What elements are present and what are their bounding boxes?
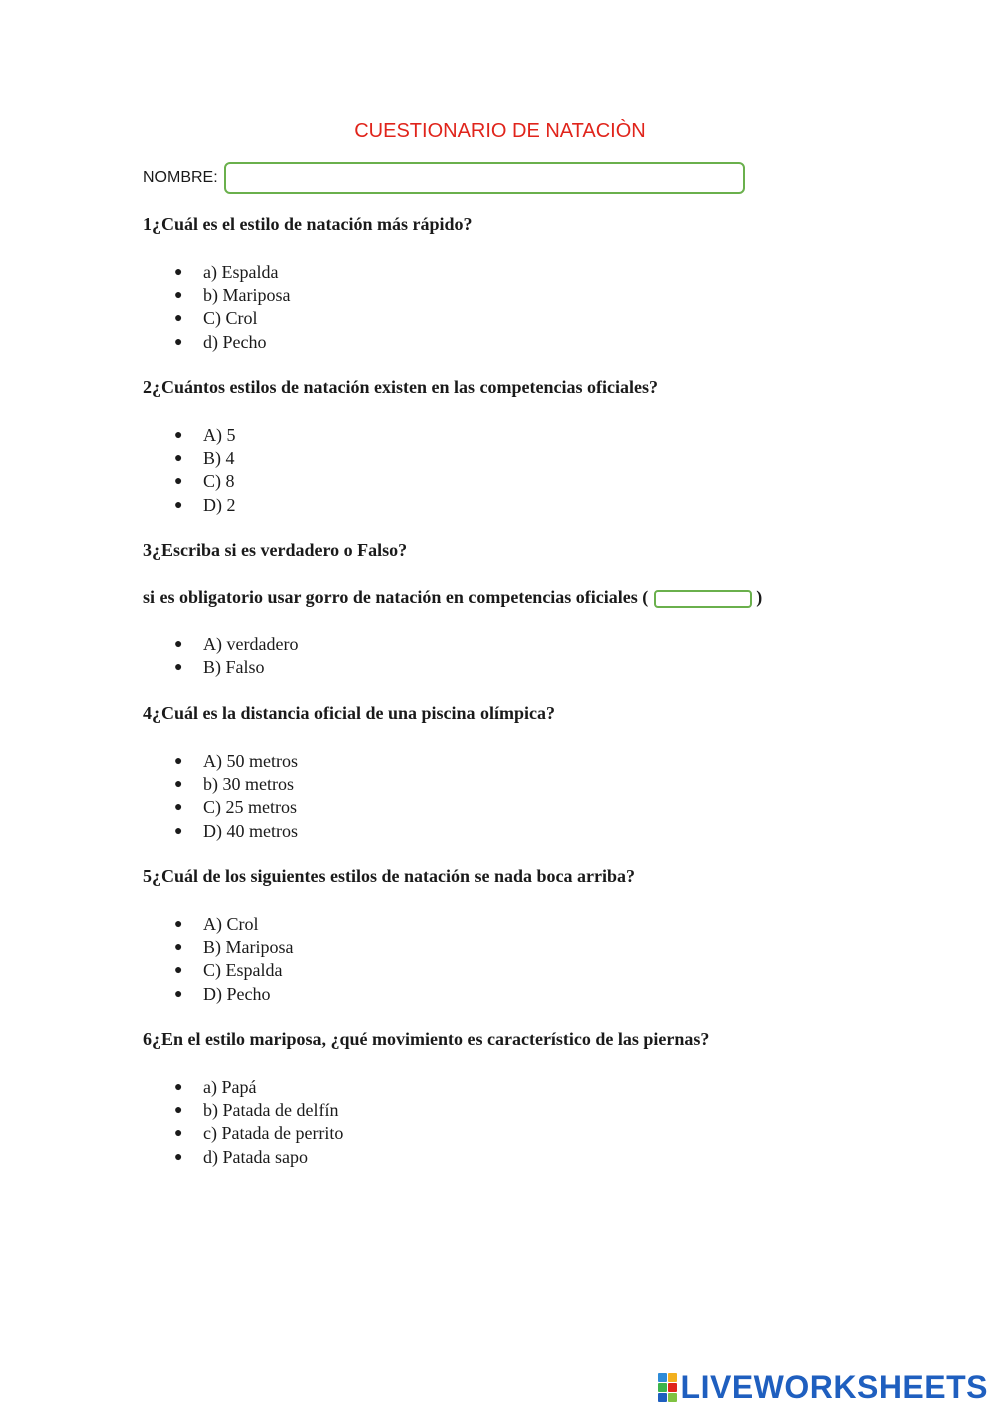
list-item xyxy=(143,656,298,679)
option-text: d) Patada sapo xyxy=(203,1146,308,1167)
bullet-icon: ● xyxy=(174,777,183,793)
option-text: A) Crol xyxy=(203,914,259,934)
bullet-icon: ● xyxy=(174,660,183,676)
question-2: 2¿Cuántos estilos de natación existen en las competencias oficiales? xyxy=(143,377,658,397)
option-text: A) verdadero xyxy=(203,634,299,654)
bullet-icon: ● xyxy=(174,1080,183,1095)
name-label: NOMBRE: xyxy=(143,169,218,186)
brand-name: LIVEWORKSHEETS xyxy=(680,1369,988,1405)
bullet-icon: ● xyxy=(174,754,183,769)
bullet-icon: ● xyxy=(174,497,183,513)
bullet-icon: ● xyxy=(174,265,183,280)
option-text: C) Crol xyxy=(203,308,258,329)
bullet-icon: ● xyxy=(174,334,183,350)
list-item xyxy=(143,284,290,307)
statement-text: si es obligatorio usar gorro de natación en competencias oficiales ( xyxy=(143,587,649,607)
option-text: B) Falso xyxy=(203,657,265,678)
question-1: 1¿Cuál es el estilo de natación más rápido? xyxy=(143,214,473,234)
question-4: 4¿Cuál es la distancia oficial de una piscina olímpica? xyxy=(143,703,556,723)
liveworksheets-brand[interactable] xyxy=(658,1369,988,1406)
bullet-icon: ● xyxy=(174,474,183,490)
option-text: D) Pecho xyxy=(203,983,271,1004)
bullet-icon: ● xyxy=(174,637,183,652)
name-input[interactable] xyxy=(224,162,745,194)
option-text: b) Mariposa xyxy=(203,285,291,306)
bullet-icon: ● xyxy=(174,451,183,467)
question-5: 5¿Cuál de los siguientes estilos de natación se nada boca arriba? xyxy=(143,866,636,886)
bullet-icon: ● xyxy=(174,1126,183,1142)
options-list-5 xyxy=(143,913,293,1006)
list-item xyxy=(143,494,236,517)
bullet-icon: ● xyxy=(174,311,183,327)
option-text: D) 2 xyxy=(203,494,236,515)
name-row xyxy=(143,162,745,194)
option-text: C) 8 xyxy=(203,471,235,492)
list-item xyxy=(143,447,236,470)
option-text: C) Espalda xyxy=(203,960,283,981)
bullet-icon: ● xyxy=(174,1103,183,1119)
list-item xyxy=(143,1099,343,1122)
bullet-icon: ● xyxy=(174,800,183,816)
list-item xyxy=(143,983,293,1006)
list-item xyxy=(143,633,298,656)
list-item xyxy=(143,307,290,330)
question-6: 6¿En el estilo mariposa, ¿qué movimiento es característico de las piernas? xyxy=(143,1029,710,1049)
list-item xyxy=(143,331,290,354)
option-text: a) Papá xyxy=(203,1077,257,1097)
bullet-icon: ● xyxy=(174,917,183,932)
list-item xyxy=(143,913,293,936)
option-text: b) 30 metros xyxy=(203,774,294,795)
option-text: D) 40 metros xyxy=(203,820,298,841)
options-list-6 xyxy=(143,1076,343,1169)
options-list-4 xyxy=(143,750,298,843)
list-item xyxy=(143,1122,343,1145)
bullet-icon: ● xyxy=(174,986,183,1002)
bullet-icon: ● xyxy=(174,963,183,979)
list-item xyxy=(143,773,298,796)
options-list-1 xyxy=(143,261,290,354)
option-text: A) 5 xyxy=(203,425,236,445)
bullet-icon: ● xyxy=(174,940,183,956)
list-item xyxy=(143,959,293,982)
option-text: a) Espalda xyxy=(203,262,279,282)
true-false-input[interactable] xyxy=(654,590,752,608)
question-3-statement xyxy=(143,587,762,608)
bullet-icon: ● xyxy=(174,428,183,443)
options-list-3 xyxy=(143,633,298,679)
liveworksheets-logo-icon xyxy=(658,1373,677,1402)
list-item xyxy=(143,820,298,843)
list-item xyxy=(143,936,293,959)
bullet-icon: ● xyxy=(174,1149,183,1165)
list-item xyxy=(143,470,236,493)
option-text: d) Pecho xyxy=(203,331,267,352)
option-text: b) Patada de delfín xyxy=(203,1100,339,1121)
list-item xyxy=(143,750,298,773)
question-3: 3¿Escriba si es verdadero o Falso? xyxy=(143,540,408,560)
list-item xyxy=(143,796,298,819)
bullet-icon: ● xyxy=(174,823,183,839)
statement-close: ) xyxy=(756,587,763,607)
option-text: B) Mariposa xyxy=(203,937,294,958)
option-text: C) 25 metros xyxy=(203,797,297,818)
bullet-icon: ● xyxy=(174,288,183,304)
option-text: B) 4 xyxy=(203,448,235,469)
option-text: c) Patada de perrito xyxy=(203,1123,344,1144)
list-item xyxy=(143,1146,343,1169)
list-item xyxy=(143,261,290,284)
list-item xyxy=(143,1076,343,1099)
list-item xyxy=(143,424,236,447)
option-text: A) 50 metros xyxy=(203,751,298,771)
options-list-2 xyxy=(143,424,236,517)
page-title: CUESTIONARIO DE NATACIÒN xyxy=(354,120,646,142)
